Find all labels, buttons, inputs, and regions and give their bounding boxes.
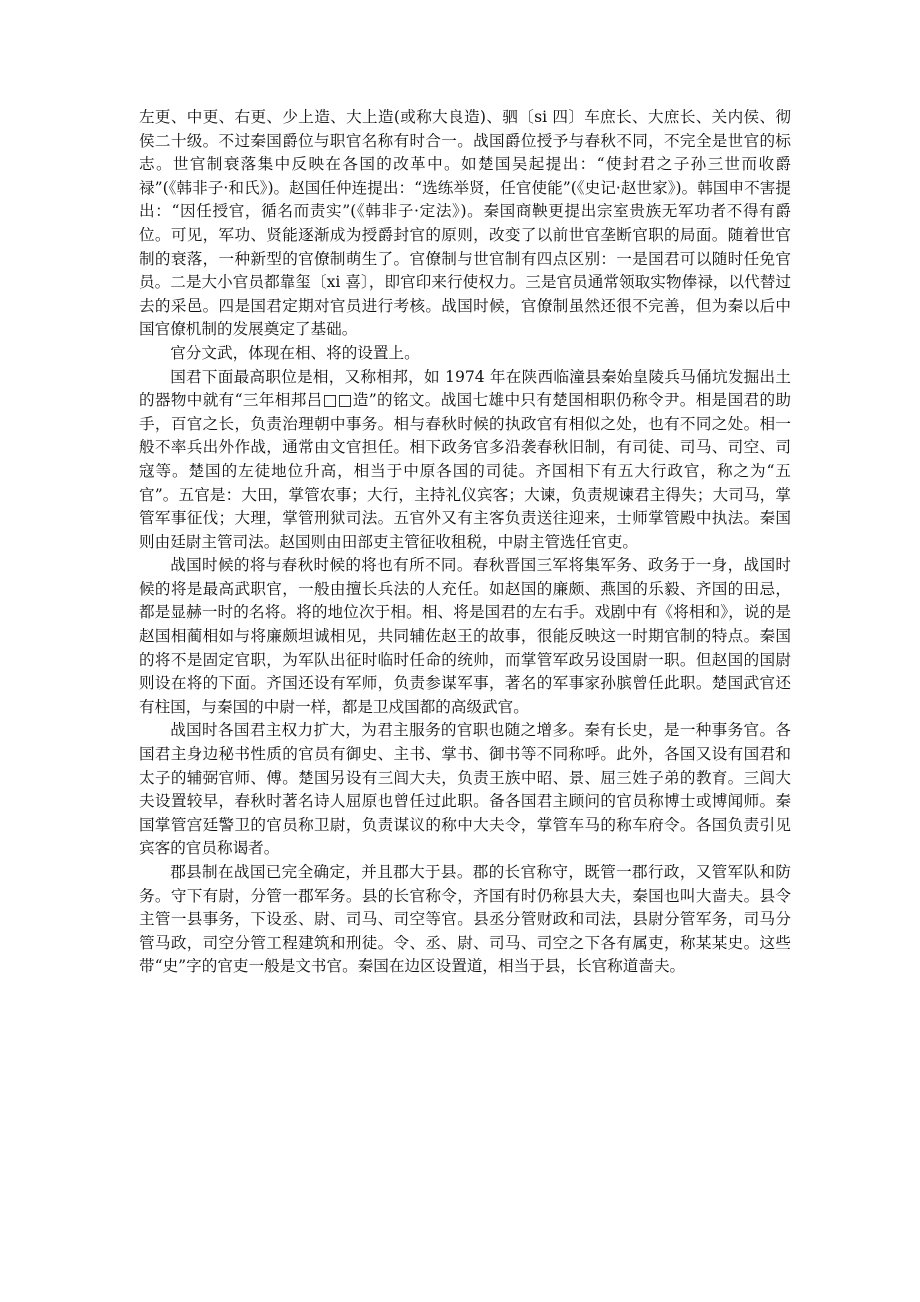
- paragraph-5: 战国时各国君主权力扩大，为君主服务的官职也随之增多。秦有长史，是一种事务官。各国君主身边秘书性质的官员有御史、主书、掌书、御书等不同称呼。此外，各国又设有国君和太子的辅弼官师、傅。楚国另设有三闾大夫，负责王族中昭、景、屈三姓子弟的教育。三闾大夫设置较早，春秋时著名诗人屈原也曾任过此职。备各国君主顾问的官员称博士或博闻师。秦国掌管宫廷警卫的官员称卫尉，负责谋议的称中大夫令，掌管车马的称车府令。各国负责引见宾客的官员称谒者。: [139, 721, 791, 858]
- paragraph-4: 战国时候的将与春秋时候的将也有所不同。春秋晋国三军将集军务、政务于一身，战国时候的将是最高武职官，一般由擅长兵法的人充任。如赵国的廉颇、燕国的乐毅、齐国的田忌，都是显赫一时的名将。将的地位次于相。相、将是国君的左右手。戏剧中有《将相和》，说的是赵国相蔺相如与将廉颇坦诚相见，共同辅佐赵王的故事，很能反映这一时期官制的特点。秦国的将不是固定官职，为军队出征时临时任命的统帅，而掌管军政另设国尉一职。但赵国的国尉则设在将的下面。齐国还设有军师，负责参谋军事，著名的军事家孙膑曾任此职。楚国武官还有柱国，与秦国的中尉一样，都是卫戍国都的高级武官。: [139, 556, 791, 716]
- paragraph-3: 国君下面最高职位是相，又称相邦，如 1974 年在陕西临潼县秦始皇陵兵马俑坑发掘出土的器物中就有“三年相邦吕□□造”的铭文。战国七雄中只有楚国相职仍称令尹。相是国君的助手，百官之长，负责治理朝中事务。相与春秋时候的执政官有相似之处，也有不同之处。相一般不率兵出外作战，通常由文官担任。相下政务官多沿袭春秋旧制，有司徒、司马、司空、司寇等。楚国的左徒地位升高，相当于中原各国的司徒。齐国相下有五大行政官，称之为“五官”。五官是：大田，掌管农事；大行，主持礼仪宾客；大谏，负责规谏君主得失；大司马，掌管军事征伐；大理，掌管刑狱司法。五官外又有主客负责送往迎来，士师掌管殿中执法。秦国则由廷尉主管司法。赵国则由田部吏主管征收租税，中尉主管选任官吏。: [139, 367, 791, 551]
- paragraph-2: 官分文武，体现在相、将的设置上。: [170, 343, 420, 362]
- paragraph-6: 郡县制在战国已完全确定，并且郡大于县。郡的长官称守，既管一郡行政，又管军队和防务。守下有尉，分管一郡军务。县的长官称令，齐国有时仍称县大夫，秦国也叫大啬夫。县令主管一县事务，下设丞、尉、司马、司空等官。县丞分管财政和司法，县尉分管军务，司马分管马政，司空分管工程建筑和刑徒。令、丞、尉、司马、司空之下各有属吏，称某某史。这些带“史”字的官吏一般是文书官。秦国在边区设置道，相当于县，长官称道啬夫。: [139, 863, 791, 976]
- document-page: [139, 106, 791, 979]
- paragraph-1: 左更、中更、右更、少上造、大上造(或称大良造)、驷〔si 四〕车庶长、大庶长、关内侯、彻侯二十级。不过秦国爵位与职官名称有时合一。战国爵位授予与春秋不同，不完全是世官的标志。世官制衰落集中反映在各国的改革中。如楚国吴起提出：“使封君之子孙三世而收爵禄”(《韩非子·和氏》)。赵国任仲连提出：“选练举贤，任官使能”(《史记·赵世家》)。韩国申不害提出：“因任授官，循名而责实”(《韩非子·定法》)。秦国商鞅更提出宗室贵族无军功者不得有爵位。可见，军功、贤能逐渐成为授爵封官的原则，改变了以前世官垄断官职的局面。随着世官制的衰落，一种新型的官僚制萌生了。官僚制与世官制有四点区别：一是国君可以随时任免官员。二是大小官员都靠玺〔xi 喜〕，即官印来行使权力。三是官员通常领取实物俸禄，以代替过去的采邑。四是国君定期对官员进行考核。战国时候，官僚制虽然还很不完善，但为秦以后中国官僚机制的发展奠定了基础。: [139, 108, 791, 339]
